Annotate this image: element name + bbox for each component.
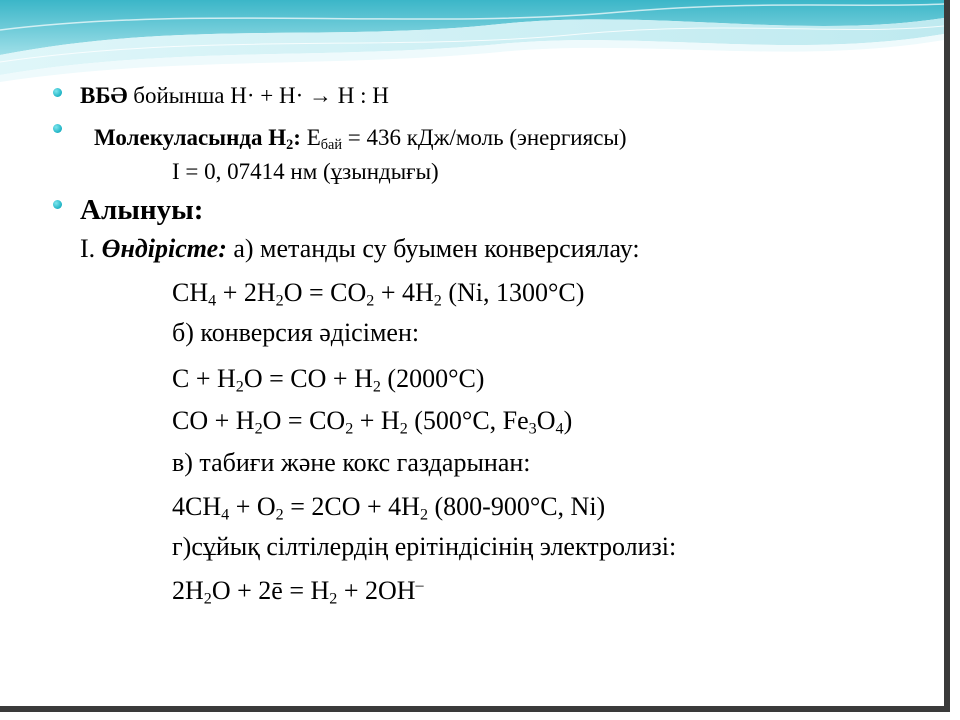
line-conversion-method: б) конверсия әдісімен: [172,318,420,347]
equation-electrolysis: $2H_2O$ + 2ē = $H_2 + 2OH^-$ [172,576,424,608]
equation-methane-conversion: $CH_4 + 2H_2O = CO_2 + 4H_2$ (Ni, 1300°C) [172,278,585,310]
line-natural-gas: в) табиғи және кокс газдарынан: [172,448,531,477]
line-molecule: Молекуласында $H_2$: $E_{бай} = 436$ кДж/моль (энергиясы) [94,125,627,153]
bullet-icon [53,200,62,209]
equation-water-gas-shift: CO + $H_2O = CO_2 + H_2$ (500°C, $Fe_3O_4$) [172,406,573,438]
line-industry: I. Өндірісте: а) метанды су буымен конверсиялау: [80,234,640,263]
equation-methane-oxidation: $4CH_4 + O_2 = 2CO + 4H_2$ (800-900°C, Ni) [172,492,606,524]
line-length: I = 0, 07414 нм (ұзындығы) [172,159,439,184]
equation-carbon-steam: $C + H_2O$ = CO + $H_2$ (2000°C) [172,364,485,396]
bullet-icon [53,124,62,133]
line-obtaining-heading: Алынуы: [80,194,204,226]
line-electrolysis: г)сұйық сілтілердің ерітіндісінің электролизі: [172,532,677,561]
bullet-icon [53,88,62,97]
line-vbt: ВБӘ бойынша H· + H· → H : H [80,83,389,108]
